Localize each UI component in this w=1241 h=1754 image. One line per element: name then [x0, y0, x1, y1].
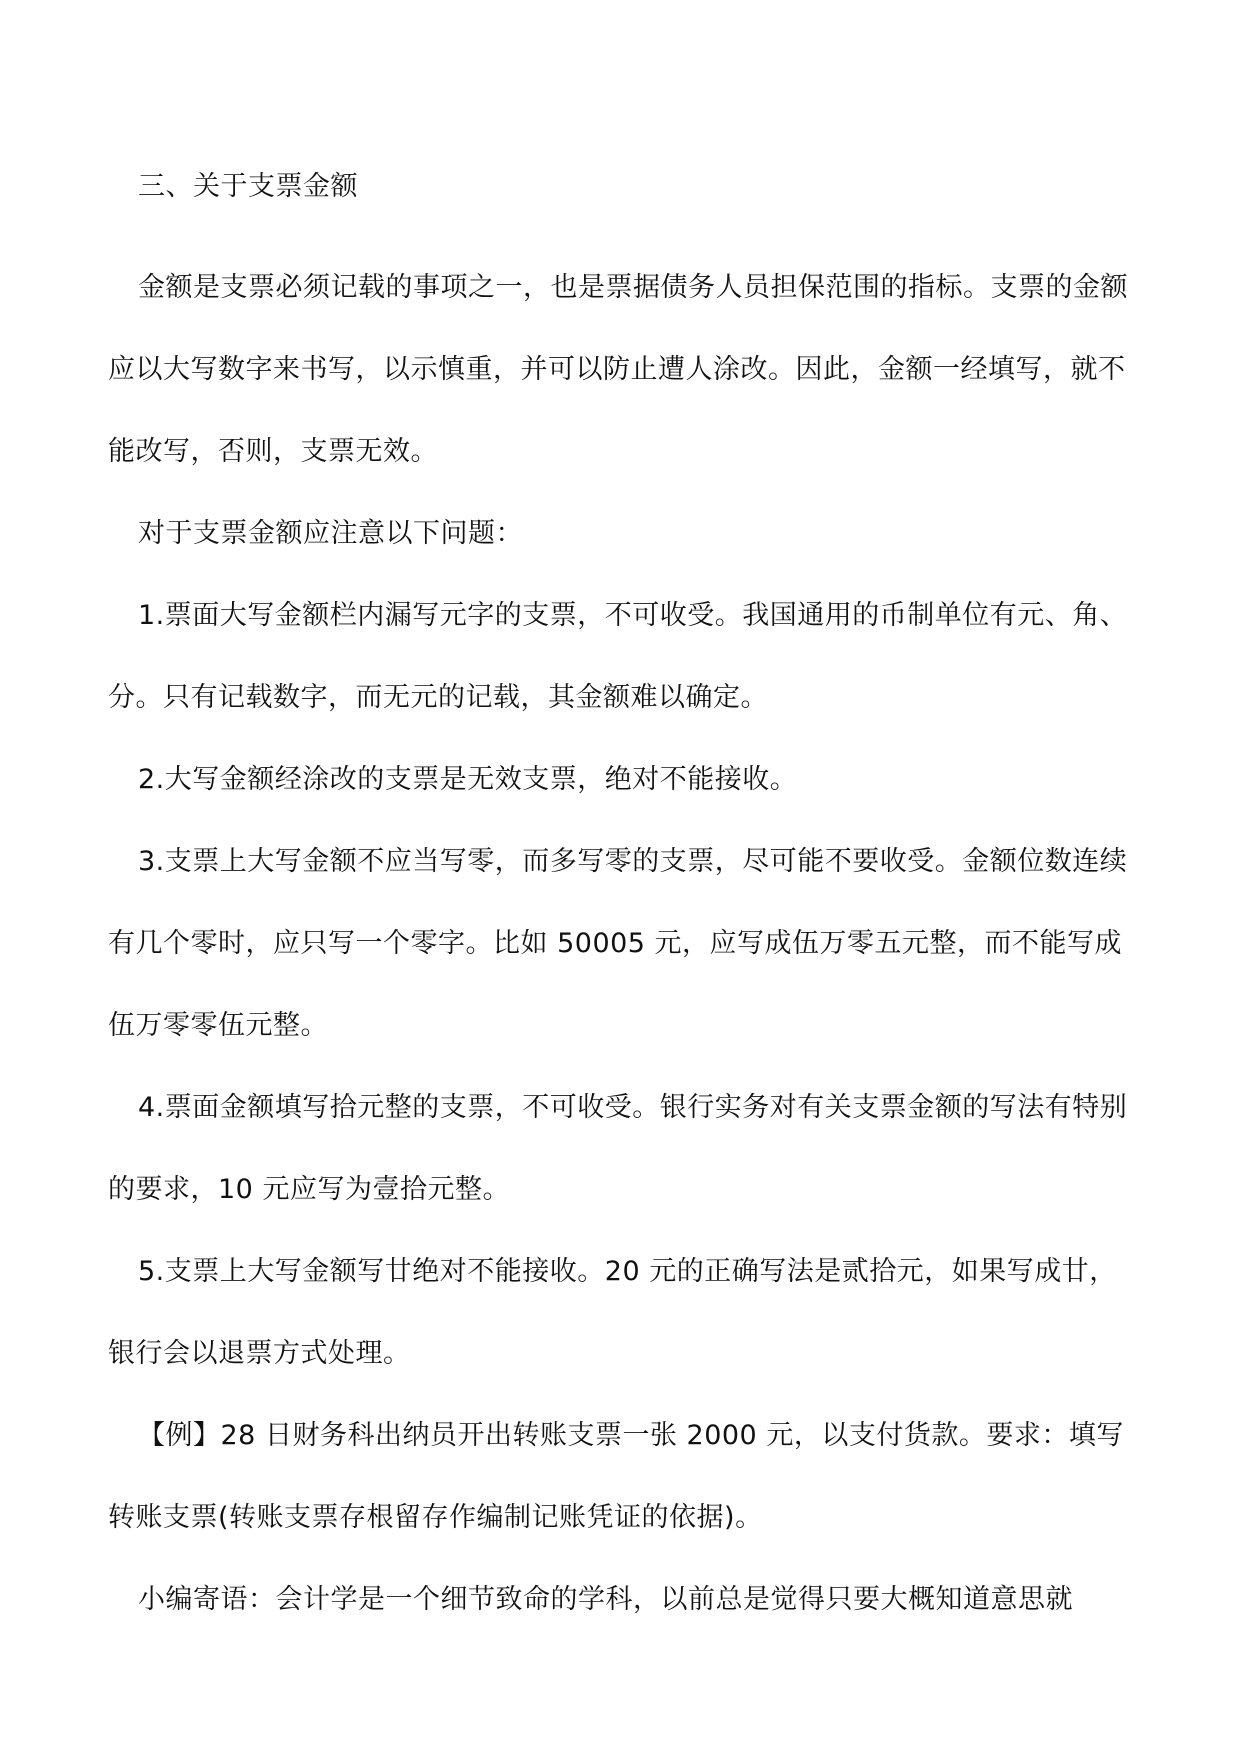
paragraph-editor-note: 小编寄语：会计学是一个细节致命的学科，以前总是觉得只要大概知道意思就	[138, 1584, 1073, 1615]
document-body	[108, 165, 1138, 1641]
paragraph-rule-1: 1.票面大写金额栏内漏写元字的支票，不可收受。我国通用的币制单位有元、角、分。只有记载数字，而无元的记载，其金额难以确定。	[108, 600, 1128, 713]
section-heading: 三、关于支票金额	[138, 171, 358, 202]
paragraph-rule-4: 4.票面金额填写拾元整的支票，不可收受。银行实务对有关支票金额的写法有特别的要求，10 元应写为壹拾元整。	[108, 1092, 1128, 1205]
paragraph-example: 【例】28 日财务科出纳员开出转账支票一张 2000 元，以支付货款。要求：填写转账支票(转账支票存根留存作编制记账凭证的依据)。	[108, 1420, 1124, 1533]
paragraph-rule-3: 3.支票上大写金额不应当写零，而多写零的支票，尽可能不要收受。金额位数连续有几个零时，应只写一个零字。比如 50005 元，应写成伍万零五元整，而不能写成伍万零零伍元整。	[108, 846, 1128, 1041]
paragraph-rule-5: 5.支票上大写金额写廿绝对不能接收。20 元的正确写法是贰拾元，如果写成廿，银行会以退票方式处理。	[108, 1256, 1117, 1369]
paragraph-notes-intro: 对于支票金额应注意以下问题：	[138, 518, 523, 549]
paragraph-amount-definition: 金额是支票必须记载的事项之一，也是票据债务人员担保范围的指标。支票的金额应以大写数字来书写，以示慎重，并可以防止遭人涂改。因此，金额一经填写，就不能改写，否则，支票无效。	[108, 272, 1128, 467]
paragraph-rule-2: 2.大写金额经涂改的支票是无效支票，绝对不能接收。	[138, 764, 798, 795]
